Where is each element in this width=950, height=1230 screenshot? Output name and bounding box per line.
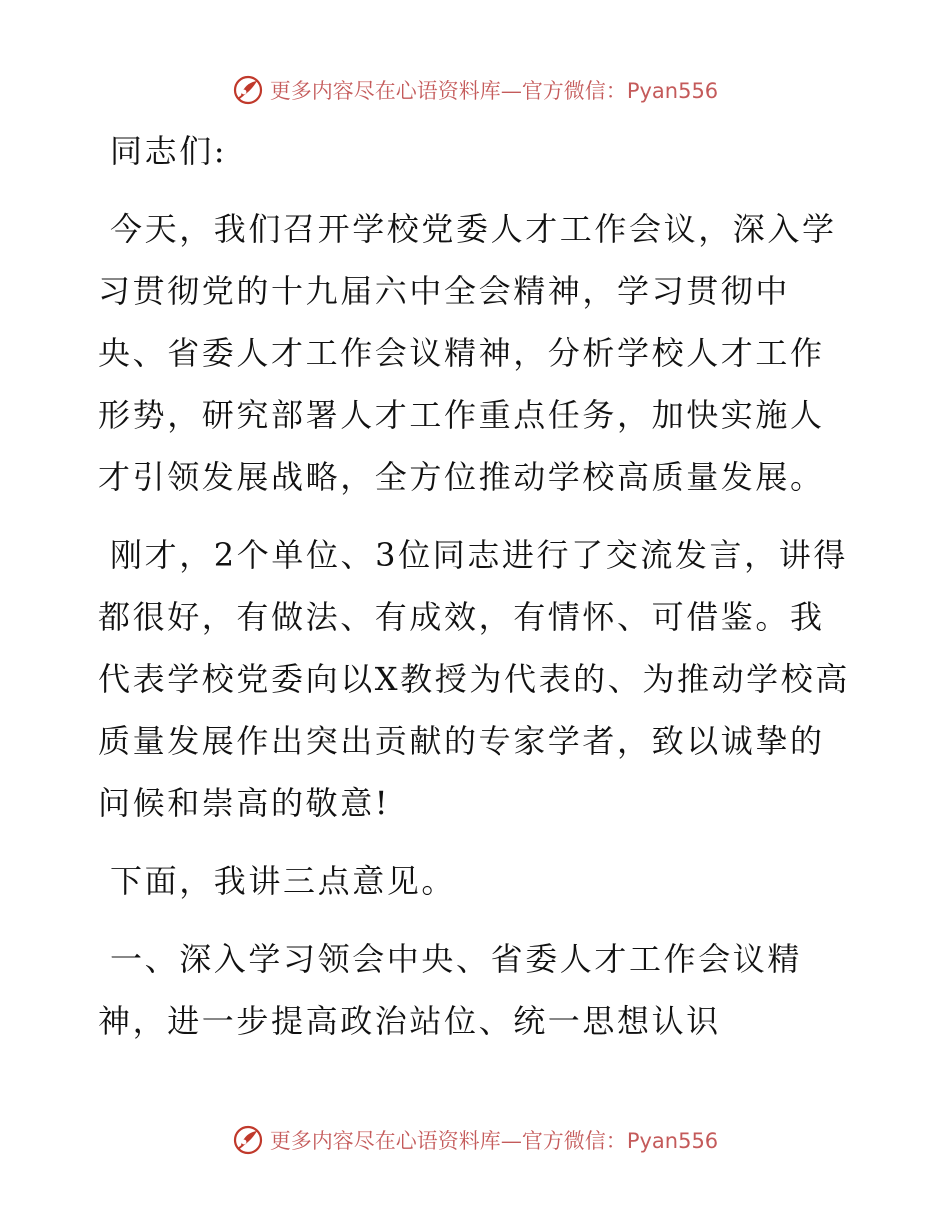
- watermark-wechat-label: 官方微信：: [521, 1129, 627, 1153]
- watermark-site-text: 更多内容尽在心语资料库: [269, 1129, 501, 1153]
- salutation: 同志们:: [110, 132, 228, 170]
- logo-icon: [232, 1124, 264, 1156]
- watermark-wechat-label: 官方微信：: [521, 79, 627, 103]
- watermark-banner-bottom: [0, 1120, 950, 1160]
- logo-icon: [232, 74, 264, 106]
- watermark-site-text: 更多内容尽在心语资料库: [269, 79, 501, 103]
- watermark-text: [270, 75, 718, 105]
- paragraph-thanks: 刚才，2个单位、3位同志进行了交流发言，讲得都很好，有做法、有成效，有情怀、可借鉴。我代表学校党委向以X教授为代表的、为推动学校高质量发展作出突出贡献的专家学者，致以诚挚的问候和崇高的敬意!: [98, 536, 850, 822]
- section-heading-line-2: 神，进一步提高政治站位、统一思想认识: [98, 1002, 721, 1040]
- watermark-wechat-id: Pyan556: [626, 79, 719, 103]
- paragraph-opening: 今天，我们召开学校党委人才工作会议，深入学习贯彻党的十九届六中全会精神，学习贯彻中央、省委人才工作会议精神，分析学校人才工作形势，研究部署人才工作重点任务，加快实施人才引领发展战略，全方位推动学校高质量发展。: [98, 210, 837, 496]
- watermark-text: [270, 1125, 718, 1155]
- watermark-banner-top: [0, 70, 950, 110]
- paragraph-intro: 下面，我讲三点意见。: [110, 862, 457, 900]
- watermark-separator: —: [500, 79, 522, 103]
- watermark-separator: —: [500, 1129, 522, 1153]
- section-heading-line-1: 一、深入学习领会中央、省委人才工作会议精: [110, 940, 803, 978]
- section-heading: [98, 928, 858, 1052]
- watermark-wechat-id: Pyan556: [626, 1129, 719, 1153]
- document-body: [98, 120, 858, 1052]
